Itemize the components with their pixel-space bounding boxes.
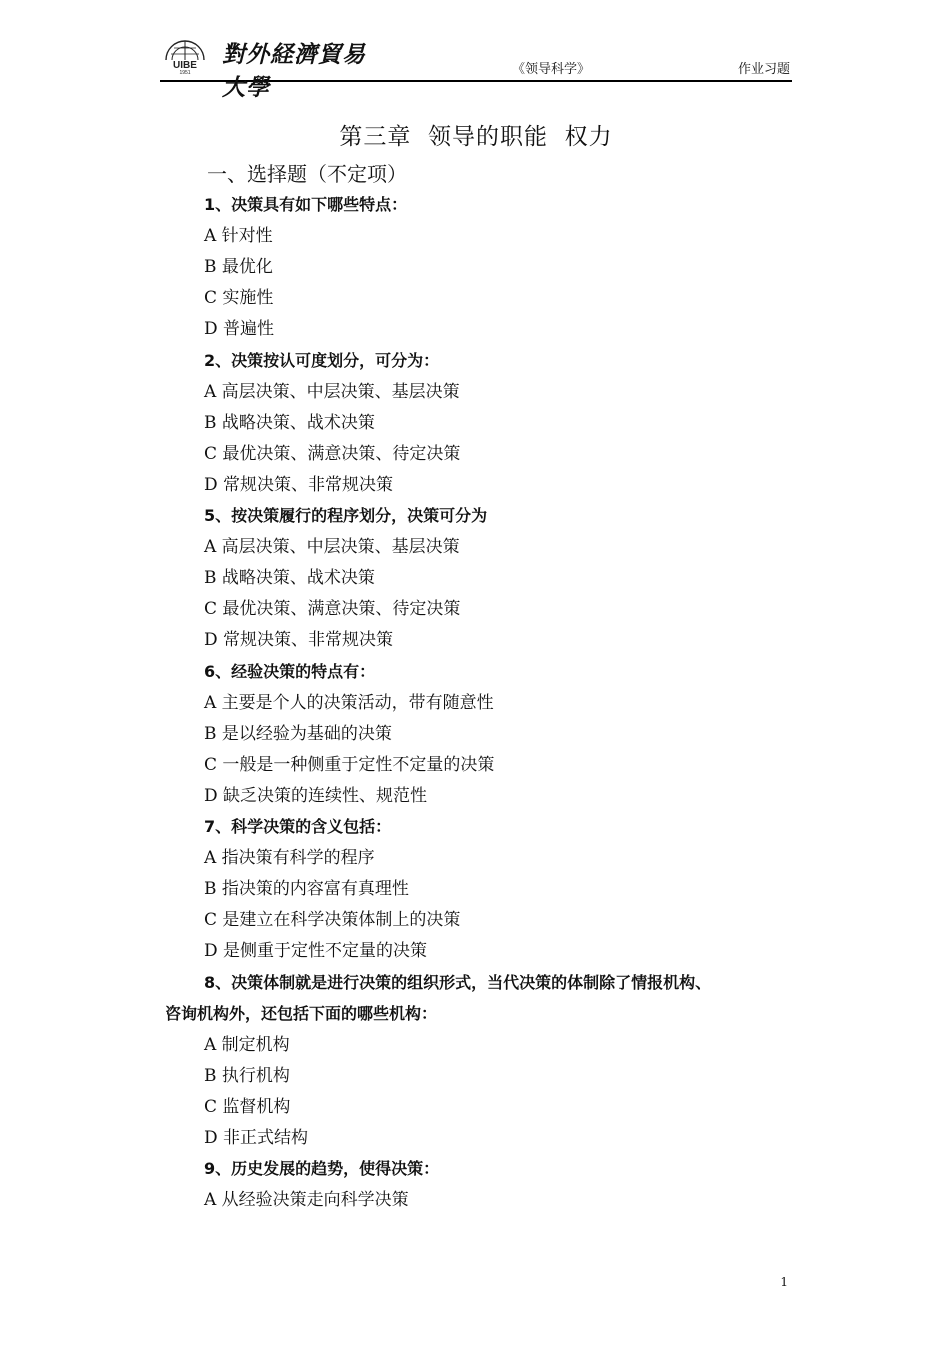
answer-option: D 常规决策、非常规决策 — [204, 630, 394, 651]
answer-option: A 从经验决策走向科学决策 — [204, 1190, 409, 1211]
answer-option: C 是建立在科学决策体制上的决策 — [204, 910, 461, 931]
logo-abbr: UIBE — [173, 60, 197, 71]
answer-option: A 针对性 — [204, 226, 273, 247]
answer-option: A 指决策有科学的程序 — [204, 848, 375, 869]
answer-option: C 最优决策、满意决策、待定决策 — [204, 443, 461, 464]
answer-option: A 高层决策、中层决策、基层决策 — [204, 537, 460, 558]
answer-option: A 主要是个人的决策活动，带有随意性 — [204, 692, 494, 713]
answer-option: C 一般是一种侧重于定性不定量的决策 — [204, 754, 495, 775]
answer-option: B 执行机构 — [204, 1065, 290, 1086]
question-text: 5、按决策履行的程序划分，决策可分为 — [204, 506, 488, 525]
answer-option: D 常规决策、非常规决策 — [204, 474, 394, 495]
question-text: 7、科学决策的含义包括： — [204, 817, 392, 836]
question-text-continued: 咨询机构外，还包括下面的哪些机构： — [165, 1003, 438, 1023]
chapter-title: 第三章 领导的职能 权力 — [339, 124, 613, 150]
university-name: 對外経濟貿易大學 — [222, 41, 366, 101]
answer-option: D 缺乏决策的连续性、规范性 — [204, 785, 428, 806]
answer-option: A 制定机构 — [204, 1034, 290, 1055]
answer-option: B 是以经验为基础的决策 — [204, 723, 392, 744]
answer-option: D 是侧重于定性不定量的决策 — [204, 941, 428, 962]
logo-year: 1951 — [179, 70, 191, 74]
page-number: 1 — [780, 1275, 788, 1289]
answer-option: A 高层决策、中层决策、基层决策 — [204, 381, 460, 402]
question-text: 9、历史发展的趋势，使得决策： — [204, 1159, 440, 1179]
book-title: 《领导科学》 — [512, 62, 591, 77]
answer-option: B 最优化 — [204, 257, 273, 278]
answer-option: C 实施性 — [204, 288, 274, 309]
answer-option: C 监督机构 — [204, 1096, 291, 1117]
answer-option: D 非正式结构 — [204, 1128, 309, 1148]
answer-option: B 战略决策、战术决策 — [204, 568, 375, 589]
answer-option: D 普遍性 — [204, 319, 275, 340]
question-text: 6、经验决策的特点有： — [204, 661, 376, 681]
section-label: 作业习题 — [737, 62, 790, 77]
question-text: 2、决策按认可度划分，可分为： — [204, 350, 440, 370]
answer-option: B 战略决策、战术决策 — [204, 412, 375, 433]
answer-option: C 最优决策、满意决策、待定决策 — [204, 599, 461, 620]
answer-option: B 指决策的内容富有真理性 — [204, 879, 409, 900]
question-text: 8、决策体制就是进行决策的组织形式，当代决策的体制除了情报机构、 — [204, 972, 712, 992]
question-text: 1、决策具有如下哪些特点： — [204, 195, 408, 214]
section-title: 一、选择题（不定项） — [207, 162, 407, 186]
